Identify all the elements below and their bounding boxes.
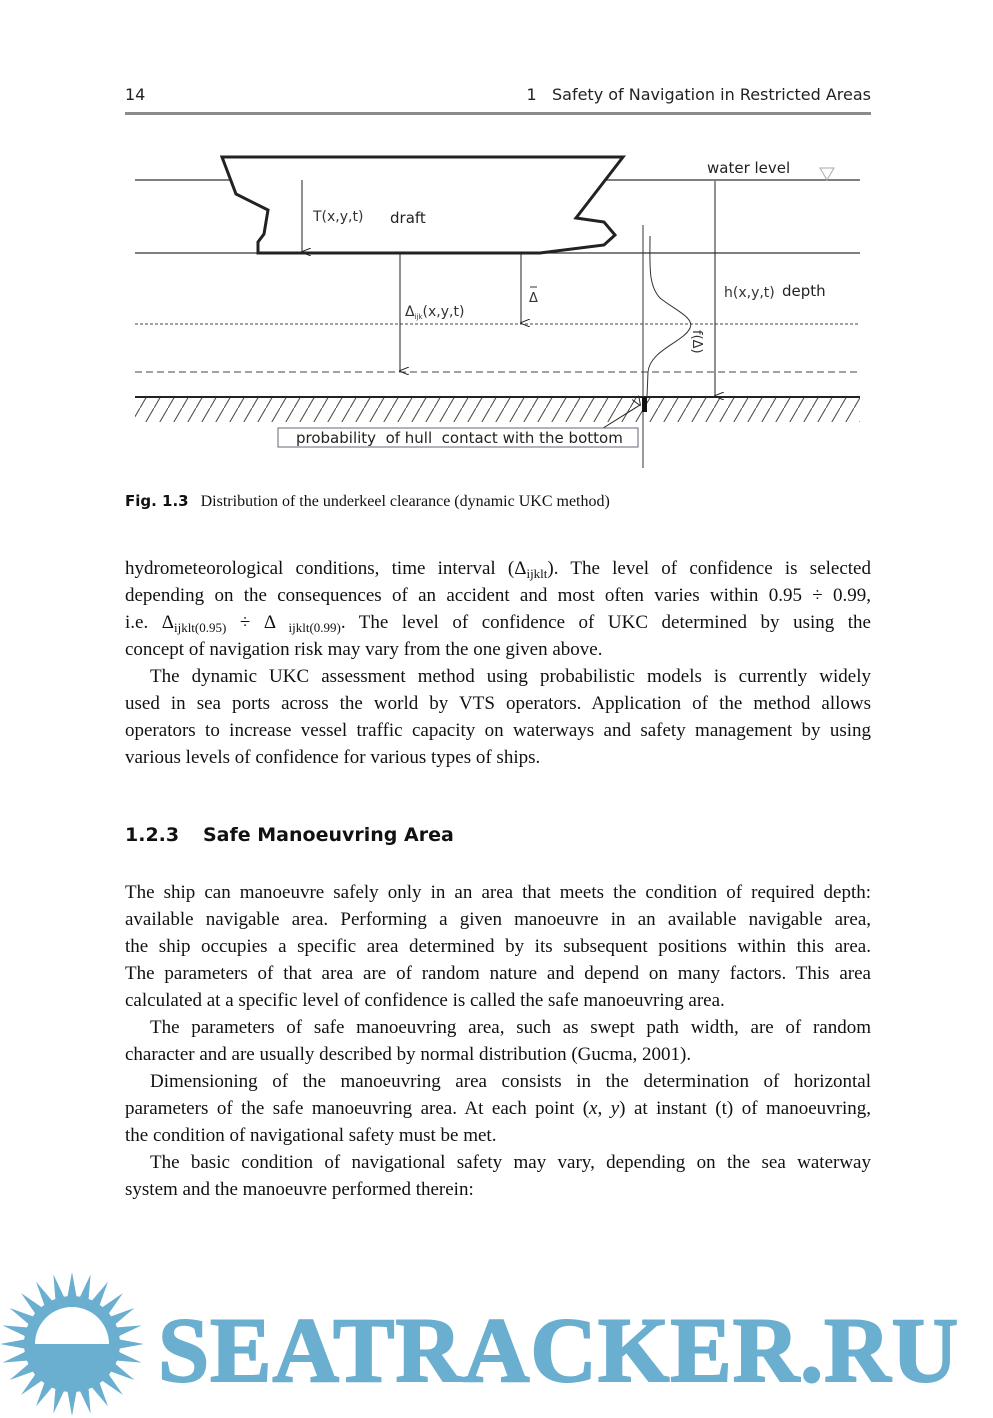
caption-text: Distribution of the underkeel clearance (dynamic UKC method) [200,493,610,510]
text-line: The dynamic UKC assessment method using probabilistic models is currently widely [150,666,871,687]
depth-symbol: h(x,y,t) [724,285,775,301]
text-line: The ship can manoeuvre safely only in an area that meets the condition of required depth: [125,882,871,903]
page-number: 14 [125,85,146,104]
figure-number: Fig. 1.3 [125,492,189,510]
sun-over-sea-icon [0,1272,150,1418]
distribution-curve [647,236,691,397]
text-line: parameters of the safe manoeuvring area. At each point (x, y) at instant (t) of manoeuvring, [125,1098,871,1119]
text-line: The parameters of safe manoeuvring area, such as swept path width, are of random [150,1017,871,1038]
text-line: the condition of navigational safety must be met. [125,1125,497,1146]
text-line: Dimensioning of the manoeuvring area consists in the determination of horizontal [150,1071,871,1092]
mean-ukc-symbol: Δ [529,291,538,306]
text-line: character and are usually described by normal distribution (Gucma, 2001). [125,1044,692,1065]
text-line: i.e. $\Delta_{ijklt(0.95)} \div \Delta$ $_{ijklt(0.99)}$. The level of confidence of UKC determined by using the [125,612,871,635]
contact-label: probability of hull contact with the bottom [296,429,623,447]
water-level-triangle-icon [820,168,834,180]
ship-hull [222,157,623,253]
water-level-label: water level [707,159,791,177]
text-line: operators to increase vessel traffic capacity on waterways and safety management by using [125,720,871,741]
text-line: hydrometeorological conditions, time interval $(\Delta_{ijklt})$. The level of confidence is selected [125,558,871,581]
text-line: the ship occupies a specific area determined by its subsequent positions within this area. [125,936,871,957]
ukc-symbol: $\Delta_{ijk}(x,y,t)$ [405,304,465,321]
seabed-hatching [135,398,860,422]
text-line: calculated at a specific level of confidence is called the safe manoeuvring area. [125,990,725,1011]
ukc-diagram [0,0,993,480]
text-line: concept of navigation risk may vary from the one given above. [125,639,603,660]
text-line: available navigable area. Performing a given manoeuvre in an available navigable area, [125,909,871,930]
draft-symbol: T(x,y,t) [313,209,364,225]
text-line: system and the manoeuvre performed therein: [125,1179,474,1200]
section-heading: 1.2.3 Safe Manoeuvring Area [125,824,454,846]
contact-probability-marker [642,397,647,412]
running-head: 1 Safety of Navigation in Restricted Areas [526,85,871,104]
text-line: The parameters of that area are of random nature and depend on many factors. This area [125,963,871,984]
distribution-label: f(Δ) [689,330,704,354]
depth-label: depth [782,282,826,300]
text-line: various levels of confidence for various types of ships. [125,747,541,768]
text-line: The basic condition of navigational safety may vary, depending on the sea waterway [150,1152,871,1173]
text-line: depending on the consequences of an accident and most often varies within 0.95 ÷ 0.99, [125,585,871,606]
figure-caption [125,492,610,511]
watermark-logo-text: SEATRACKER.RU [158,1299,960,1401]
text-line: used in sea ports across the world by VTS operators. Application of the method allows [125,693,871,714]
draft-label: draft [390,209,426,227]
